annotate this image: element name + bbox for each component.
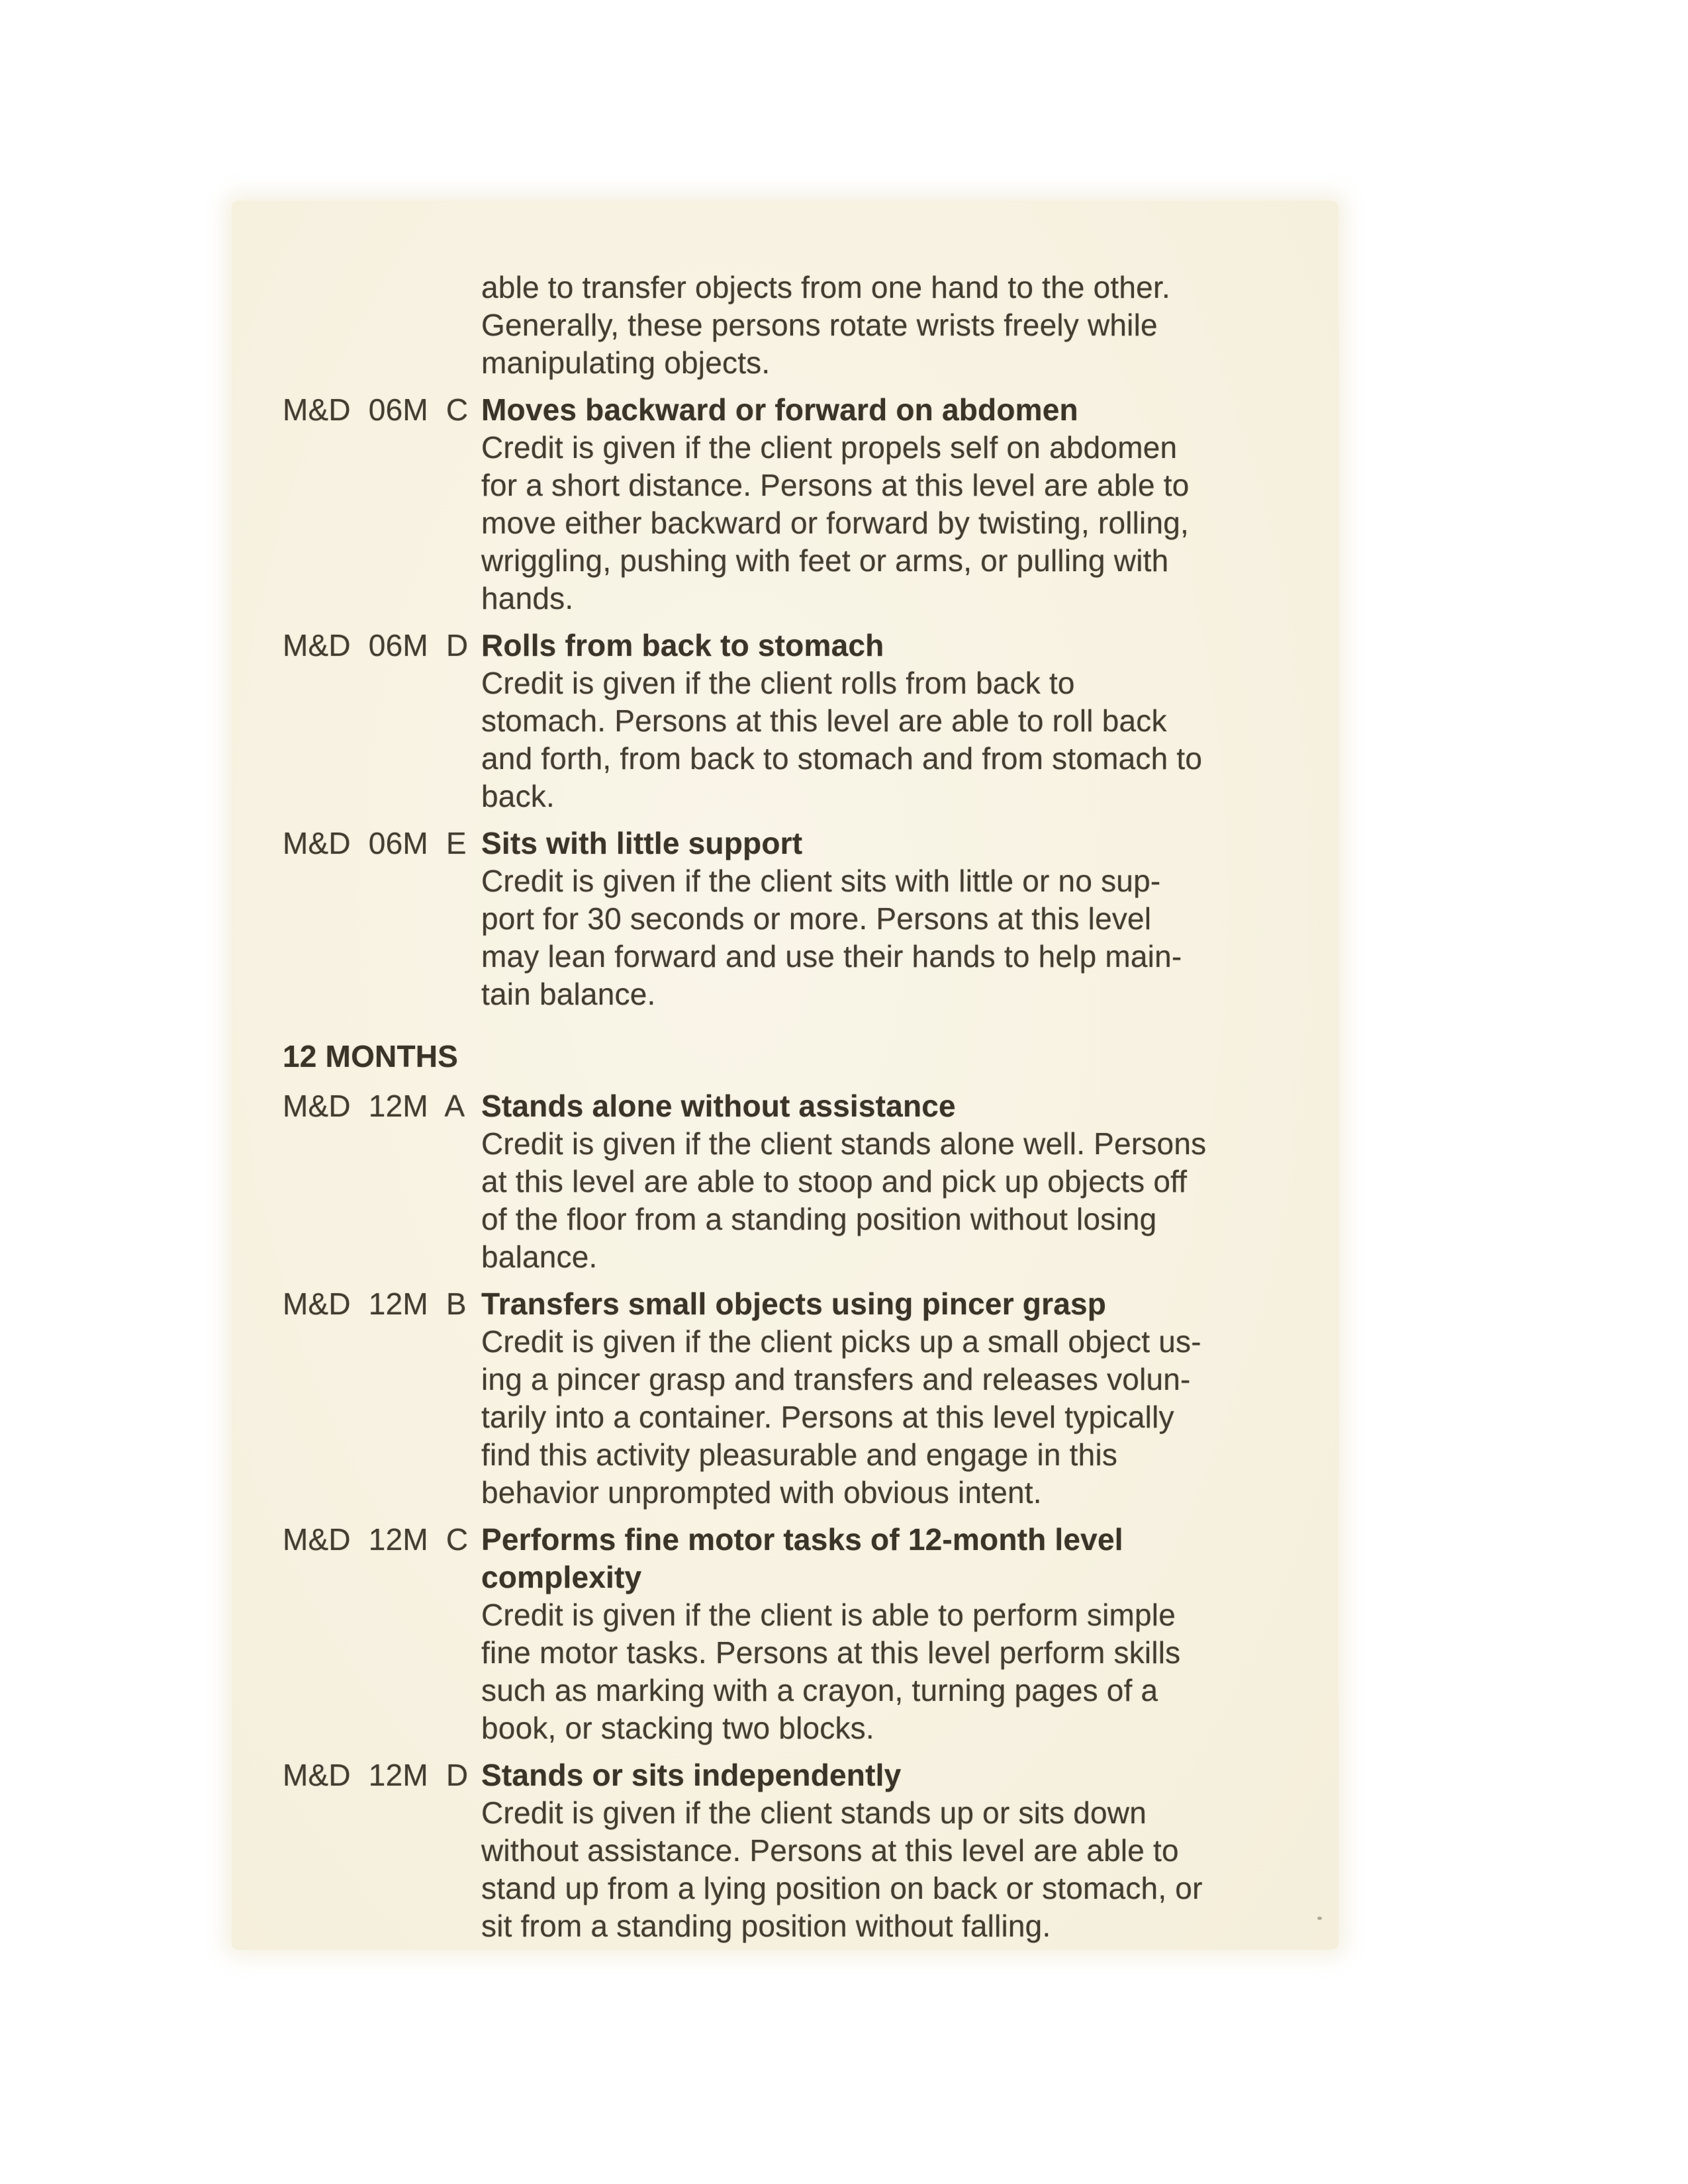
item-code: M&D 12M D: [283, 1758, 469, 1792]
item-title-line: Stands or sits independently: [481, 1758, 902, 1792]
item-body-line: port for 30 seconds or more. Persons at this level: [481, 901, 1152, 936]
item-body-line: and forth, from back to stomach and from stomach to: [481, 741, 1203, 776]
item-body-line: Credit is given if the client propels self on abdomen: [481, 430, 1178, 465]
item-code: M&D 12M C: [283, 1522, 469, 1557]
item-body-line: behavior unprompted with obvious intent.: [481, 1475, 1042, 1510]
months-group-header: [283, 1038, 1301, 1075]
item-body-line: balance.: [481, 1240, 598, 1274]
months-header-label: 12 MONTHS: [283, 1039, 459, 1073]
item-body-line: tarily into a container. Persons at this level typically: [481, 1400, 1174, 1434]
item-body-line: move either backward or forward by twisting, rolling,: [481, 506, 1190, 540]
item-body-line: at this level are able to stoop and pick up objects off: [481, 1164, 1188, 1199]
item-body-line: book, or stacking two blocks.: [481, 1711, 874, 1745]
item-body-line: back.: [481, 779, 555, 813]
assessment-item-row: [283, 1285, 1301, 1512]
item-body-line: ing a pincer grasp and transfers and releases volun-: [481, 1362, 1191, 1396]
intro-line: Generally, these persons rotate wrists freely while: [481, 308, 1158, 342]
item-code: M&D 06M D: [283, 628, 469, 662]
intro-line: able to transfer objects from one hand to the other.: [481, 270, 1170, 304]
item-code: M&D 06M E: [283, 826, 467, 860]
scan-artifact-dot: [1317, 1917, 1322, 1920]
assessment-item-row: [283, 391, 1301, 617]
assessment-item-row: [283, 1521, 1301, 1747]
item-title-line: Stands alone without assistance: [481, 1089, 956, 1123]
item-title-line: Performs fine motor tasks of 12-month level: [481, 1522, 1123, 1557]
item-content: [481, 1087, 1301, 1276]
assessment-item-row: [283, 1087, 1301, 1276]
item-title-line: Transfers small objects using pincer grasp: [481, 1287, 1107, 1321]
item-body-line: Credit is given if the client is able to perform simple: [481, 1598, 1176, 1632]
item-title-line: Moves backward or forward on abdomen: [481, 392, 1078, 427]
item-content: [481, 825, 1301, 1013]
assessment-item-row: [283, 1756, 1301, 1945]
item-body-line: hands.: [481, 581, 574, 615]
assessment-item-row: [283, 825, 1301, 1013]
item-body-line: Credit is given if the client stands alone well. Persons: [481, 1126, 1207, 1161]
intro-paragraph-row: [283, 269, 1301, 382]
item-content: [481, 1756, 1301, 1945]
item-body-line: for a short distance. Persons at this level are able to: [481, 468, 1190, 502]
item-body-line: Credit is given if the client stands up or sits down: [481, 1796, 1147, 1830]
item-body-line: of the floor from a standing position without losing: [481, 1202, 1157, 1236]
item-body-line: without assistance. Persons at this level are able to: [481, 1833, 1179, 1868]
assessment-item-row: [283, 627, 1301, 815]
item-title-line: Sits with little support: [481, 826, 803, 860]
item-body-line: wriggling, pushing with feet or arms, or pulling with: [481, 543, 1169, 578]
item-body-line: stomach. Persons at this level are able to roll back: [481, 704, 1167, 738]
item-content: [481, 1521, 1301, 1747]
item-title-line: complexity: [481, 1560, 642, 1594]
item-code: M&D 06M C: [283, 392, 469, 427]
item-body-line: stand up from a lying position on back or stomach, or: [481, 1871, 1203, 1905]
item-body-line: sit from a standing position without falling.: [481, 1909, 1051, 1943]
intro-line: manipulating objects.: [481, 345, 771, 380]
item-body-line: such as marking with a crayon, turning pages of a: [481, 1673, 1158, 1707]
item-body-line: Credit is given if the client picks up a small object us-: [481, 1324, 1201, 1359]
item-code: M&D 12M B: [283, 1287, 467, 1321]
document-text: [283, 269, 1301, 1945]
item-body-line: fine motor tasks. Persons at this level perform skills: [481, 1635, 1181, 1670]
intro-paragraph: [481, 269, 1301, 382]
scanned-page: [232, 201, 1338, 1950]
item-content: [481, 391, 1301, 617]
item-content: [481, 627, 1301, 815]
item-title-line: Rolls from back to stomach: [481, 628, 884, 662]
item-body-line: may lean forward and use their hands to help main-: [481, 939, 1182, 974]
item-body-line: Credit is given if the client rolls from back to: [481, 666, 1075, 700]
item-content: [481, 1285, 1301, 1512]
item-body-line: find this activity pleasurable and engage in this: [481, 1437, 1118, 1472]
item-body-line: Credit is given if the client sits with little or no sup-: [481, 864, 1161, 898]
item-body-line: tain balance.: [481, 977, 656, 1011]
item-code: M&D 12M A: [283, 1089, 465, 1123]
